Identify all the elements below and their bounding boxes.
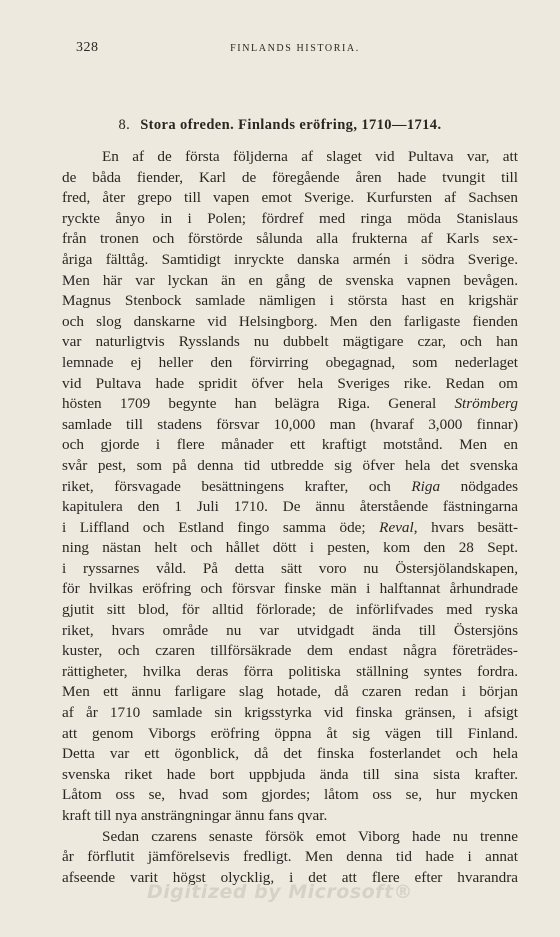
text-line: Magnus Stenbock samlade nämligen i största hast en krigshär: [62, 292, 518, 310]
text-line: svenska riket hade bort uppbjuda ända till sina sista krafter.: [62, 765, 518, 783]
text-line: år förflutit jämförelsevis fredligt. Men denna tid hade i annat: [62, 848, 518, 866]
text-line: Sedan czarens senaste försök emot Viborg hade nu trenne: [102, 827, 518, 845]
text-line: Men ett ännu farligare slag hotade, då czaren redan i början: [62, 683, 518, 701]
section-number: 8.: [118, 117, 131, 133]
digitization-watermark: Digitized by Microsoft®: [146, 881, 414, 903]
text-line: att genom Viborgs eröfring öppna åt sig vägen till Finland.: [62, 724, 518, 742]
text-line: från tronen och förstörde sålunda alla frukterna af Karls sex-: [62, 230, 518, 248]
section-heading: [62, 117, 498, 134]
page-header: [62, 40, 498, 60]
text-line: kapitulera den 1 Juli 1710. De ännu återstående fästningarna: [62, 498, 518, 516]
text-line: rättigheter, hvilka deras förra politiska ställning syntes fordra.: [62, 662, 518, 680]
text-line: lemnade ej heller den förvirring obegagnad, som nederlaget: [62, 353, 518, 371]
page-number: 328: [76, 40, 99, 55]
text-line: riket, hvars område nu var utvidgadt ända till Östersjöns: [62, 621, 518, 639]
text-line: de båda fiender, Karl de föregående åren hade tvungit till: [62, 168, 518, 186]
text-line: kraft till nya ansträngningar ännu fans qvar.: [62, 807, 328, 824]
section-title: Stora ofreden. Finlands eröfring, 1710—1714.: [140, 117, 442, 133]
text-line: för hvilkas eröfring och försvar finske män i halftannat århundrade: [62, 580, 518, 598]
text-line: kuster, och czaren tillförsäkrade dem endast några företrädes-: [62, 642, 518, 660]
text-line: i ryssarnes våld. På detta sätt voro nu Östersjölandskapen,: [62, 559, 518, 577]
text-line: åriga fälttåg. Samtidigt inryckte danska armén i södra Sverige.: [62, 250, 518, 268]
text-line: svår pest, som på denna tid utbredde sig öfver hela det svenska: [62, 456, 518, 474]
text-line: ning nästan helt och hållet dött i pesten, kom den 28 Sept.: [62, 539, 518, 557]
text-line: af år 1710 samlade sin krigsstyrka vid finska gränsen, i afsigt: [62, 704, 518, 722]
text-line: afseende varit högst olycklig, i det att flere efter hvarandra: [62, 868, 518, 886]
text-line: och slog danskarne vid Helsingborg. Men den farligaste fienden: [62, 312, 518, 330]
text-line: riket, försvagade besättningens krafter, och Riga nödgades: [62, 477, 518, 495]
text-line: Låtom oss se, hvad som gjordes; låtom oss se, hur mycken: [62, 786, 518, 804]
text-line: Detta var ett ögonblick, då det finska fosterlandet och hela: [62, 745, 518, 763]
text-line: och gjorde i flere månader ett kraftigt motstånd. Men en: [62, 436, 518, 454]
text-line: gjutit sitt blod, för alltid förlorade; de införlifvades med ryska: [62, 601, 518, 619]
text-line: var naturligtvis Rysslands nu dubbelt mägtigare czar, och han: [62, 333, 518, 351]
running-head: FINLANDS HISTORIA.: [230, 43, 360, 54]
text-line: fred, åter grepo till vapen emot Sverige. Kurfursten af Sachsen: [62, 189, 518, 207]
text-line: vid Pultava hade spridit öfver hela Sveriges rike. Redan om: [62, 374, 518, 392]
text-line: Men här var lyckan än en gång de svenska vapnen bevågen.: [62, 271, 518, 289]
text-line: samlade till stadens försvar 10,000 man (hvaraf 3,000 finnar): [62, 415, 518, 433]
text-line: i Liffland och Estland fingo samma öde; Reval, hvars besätt-: [62, 518, 518, 536]
text-line: ryckte ånyo in i Polen; fördref med ringa möda Stanislaus: [62, 209, 518, 227]
text-line: En af de första följderna af slaget vid Pultava var, att: [102, 148, 518, 165]
text-line: hösten 1709 begynte han belägra Riga. General Strömberg: [62, 395, 518, 413]
body-text: [62, 147, 518, 888]
